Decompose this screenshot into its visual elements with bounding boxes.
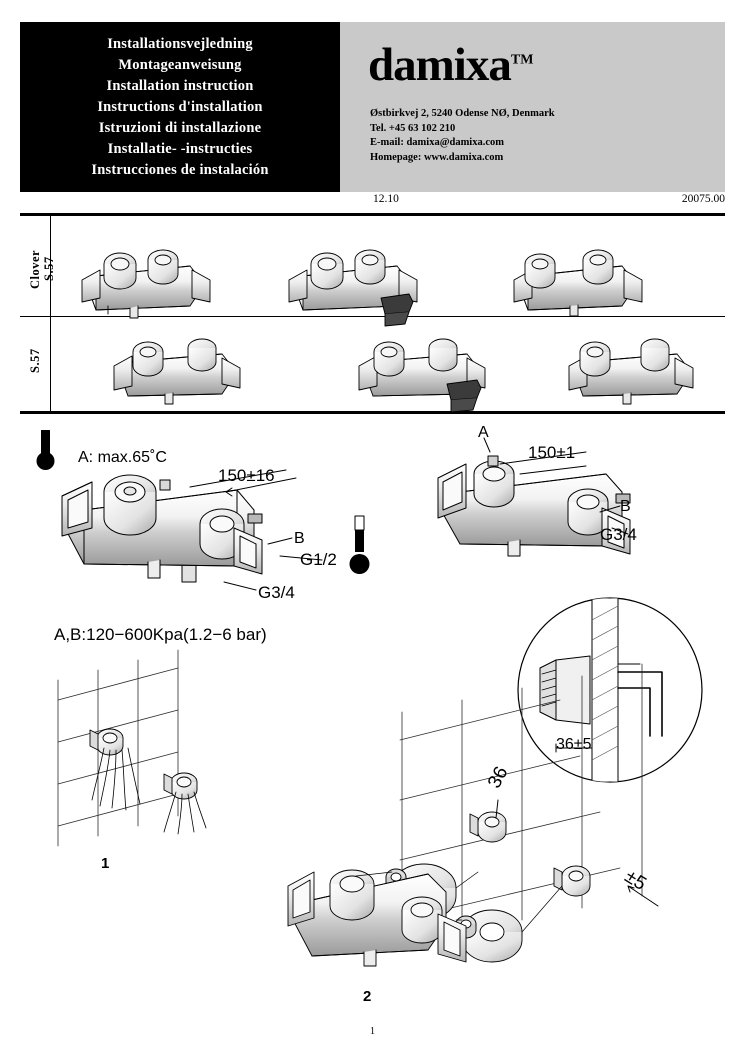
dimension-150-1: 150±1 — [528, 443, 576, 462]
thread-g12-label: G1/2 — [300, 550, 337, 569]
mixer-diagram-left — [62, 470, 322, 590]
step-number-1: 1 — [101, 855, 110, 872]
trademark-symbol: TM — [510, 52, 534, 68]
thread-g34-label-right: G3/4 — [600, 525, 637, 544]
step1-illustration — [58, 650, 206, 846]
dimension-150-16: 150±16 — [218, 466, 275, 485]
revision-date: 12.10 — [373, 193, 399, 205]
tolerance-label: ±5 — [620, 866, 650, 895]
step-number-2: 2 — [363, 988, 372, 1005]
wall-depth-detail — [518, 598, 702, 782]
thermometer-hot-icon — [37, 430, 55, 470]
address-line-phone: Tel. +45 63 102 210 — [370, 122, 456, 134]
max-temperature-label: A: max.65˚C — [78, 449, 167, 466]
address-line-street: Østbirkvej 2, 5240 Odense NØ, Denmark — [370, 108, 555, 119]
address-line-email: E-mail: damixa@damixa.com — [370, 137, 505, 148]
variant-label-clover-line1: Clover — [28, 249, 42, 289]
thermometer-cold-icon — [350, 516, 370, 574]
variant-label-s57-text: S.57 — [28, 348, 42, 374]
wall-depth-dimension: 36±5 — [556, 736, 592, 753]
document-code: 20075.00 — [681, 193, 725, 205]
language-title-it: Istruzioni di installazione — [98, 119, 262, 136]
address-line-homepage: Homepage: www.damixa.com — [370, 151, 504, 163]
brand-name: damixa — [368, 39, 511, 91]
language-title-da: Installationsvejledning — [107, 35, 253, 52]
detail-dimension-36: 36 — [484, 763, 513, 792]
variant-label-clover-line2: S.57 — [42, 256, 56, 282]
page-number: 1 — [370, 1026, 375, 1037]
port-b-label-left: B — [294, 530, 305, 547]
language-title-fr: Instructions d'installation — [97, 98, 263, 115]
language-title-de: Montageanweisung — [118, 56, 242, 73]
pressure-range-label: A,B:120−600Kpa(1.2−6 bar) — [54, 625, 267, 644]
language-title-es: Instrucciones de instalación — [91, 161, 269, 178]
thread-g34-label-left: G3/4 — [258, 583, 295, 602]
port-a-label-right: A — [478, 424, 489, 441]
variant-row-s57 — [114, 339, 693, 412]
port-b-label-right: B — [620, 498, 631, 515]
language-title-nl: Installatie- -instructies — [107, 140, 253, 157]
variant-row-clover — [82, 250, 642, 326]
language-title-en: Installation instruction — [106, 77, 254, 94]
